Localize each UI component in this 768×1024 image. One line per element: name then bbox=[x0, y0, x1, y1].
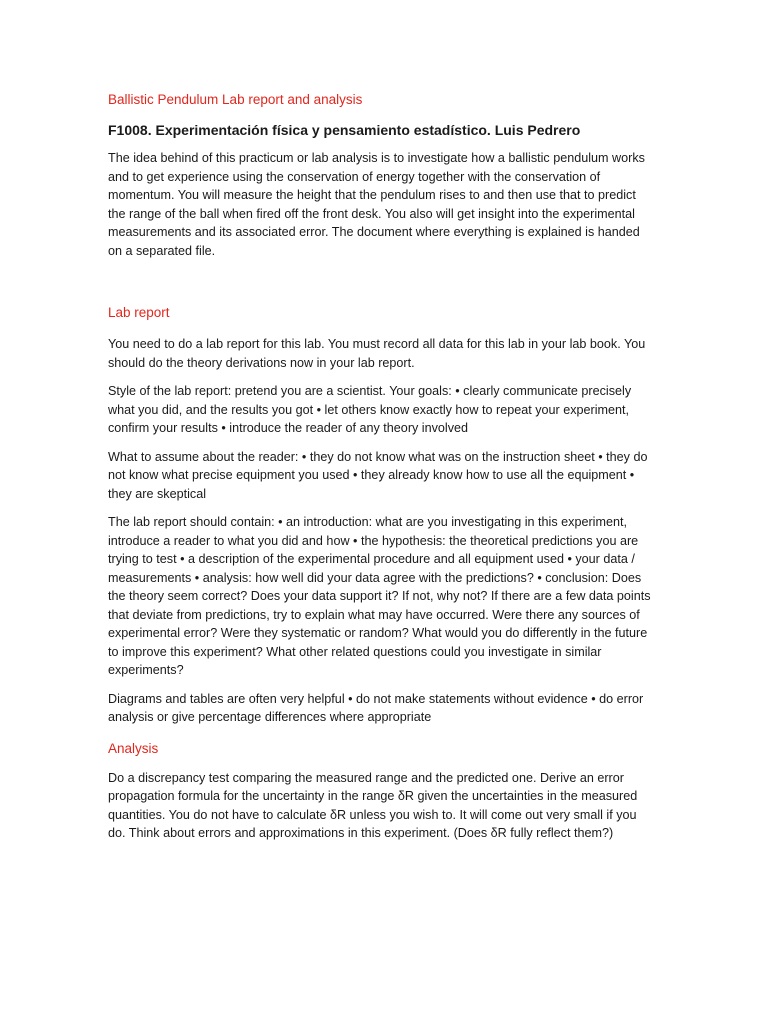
lab-report-paragraph-tips: Diagrams and tables are often very helpful • do not make statements without evidence • do error analysis or give percentage differences where appropriate bbox=[108, 691, 644, 724]
document-title: Ballistic Pendulum Lab report and analysis bbox=[108, 92, 363, 107]
lab-report-paragraph-reader: What to assume about the reader: • they do not know what was on the instruction sheet • they do not know what precise equipment you used • they already know how to use all the equipment • they are skeptical bbox=[108, 449, 648, 501]
lab-report-heading: Lab report bbox=[108, 305, 170, 320]
lab-report-paragraph-1: You need to do a lab report for this lab. You must record all data for this lab in your lab book. You should do the theory derivations now in your lab report. bbox=[108, 337, 646, 370]
lab-report-paragraph-style: Style of the lab report: pretend you are a scientist. Your goals: • clearly communicate precisely what you did, and the results you got • let others know exactly how to repeat your experiment, confirm your results • introduce the reader of any theory involved bbox=[108, 384, 632, 435]
analysis-heading: Analysis bbox=[108, 740, 159, 756]
lab-report-paragraph-contents: The lab report should contain: • an introduction: what are you investigating in this experiment, introduce a reader to what you did and how • the hypothesis: the theoretical predictions you are trying to test • a description of the experimental procedure and all equipment used • your data / measurements • analysis: how well did your data agree with the predictions? • conclusion: Does the theory seem correct? Does your data support it? If not, why not? If there are a few data points that deviate from predictions, try to explain what may have occurred. Were there any sources of experimental error? Were they systematic or random? What would you do differently in the future to improve this experiment? What other related questions could you investigate in similar experiments? bbox=[108, 515, 651, 677]
course-subtitle: F1008. Experimentación física y pensamiento estadístico. Luis Pedrero bbox=[108, 122, 581, 138]
document-page bbox=[108, 90, 656, 843]
analysis-paragraph: Do a discrepancy test comparing the measured range and the predicted one. Derive an error propagation formula for the uncertainty in the range δR given the uncertainties in the measured quantities. You do not have to calculate δR unless you wish to. It will come out very small if you do. Think about errors and approximations in this experiment. (Does δR fully reflect them?) bbox=[108, 770, 638, 840]
intro-paragraph: The idea behind of this practicum or lab analysis is to investigate how a ballistic pendulum works and to get experience using the conservation of energy together with the conservation of momentum. You will measure the height that the pendulum rises to and then use that to predict the range of the ball when fired off the front desk. You also will get insight into the experimental measurements and its associated error. The document where everything is explained is handed on a separated file. bbox=[108, 151, 645, 258]
